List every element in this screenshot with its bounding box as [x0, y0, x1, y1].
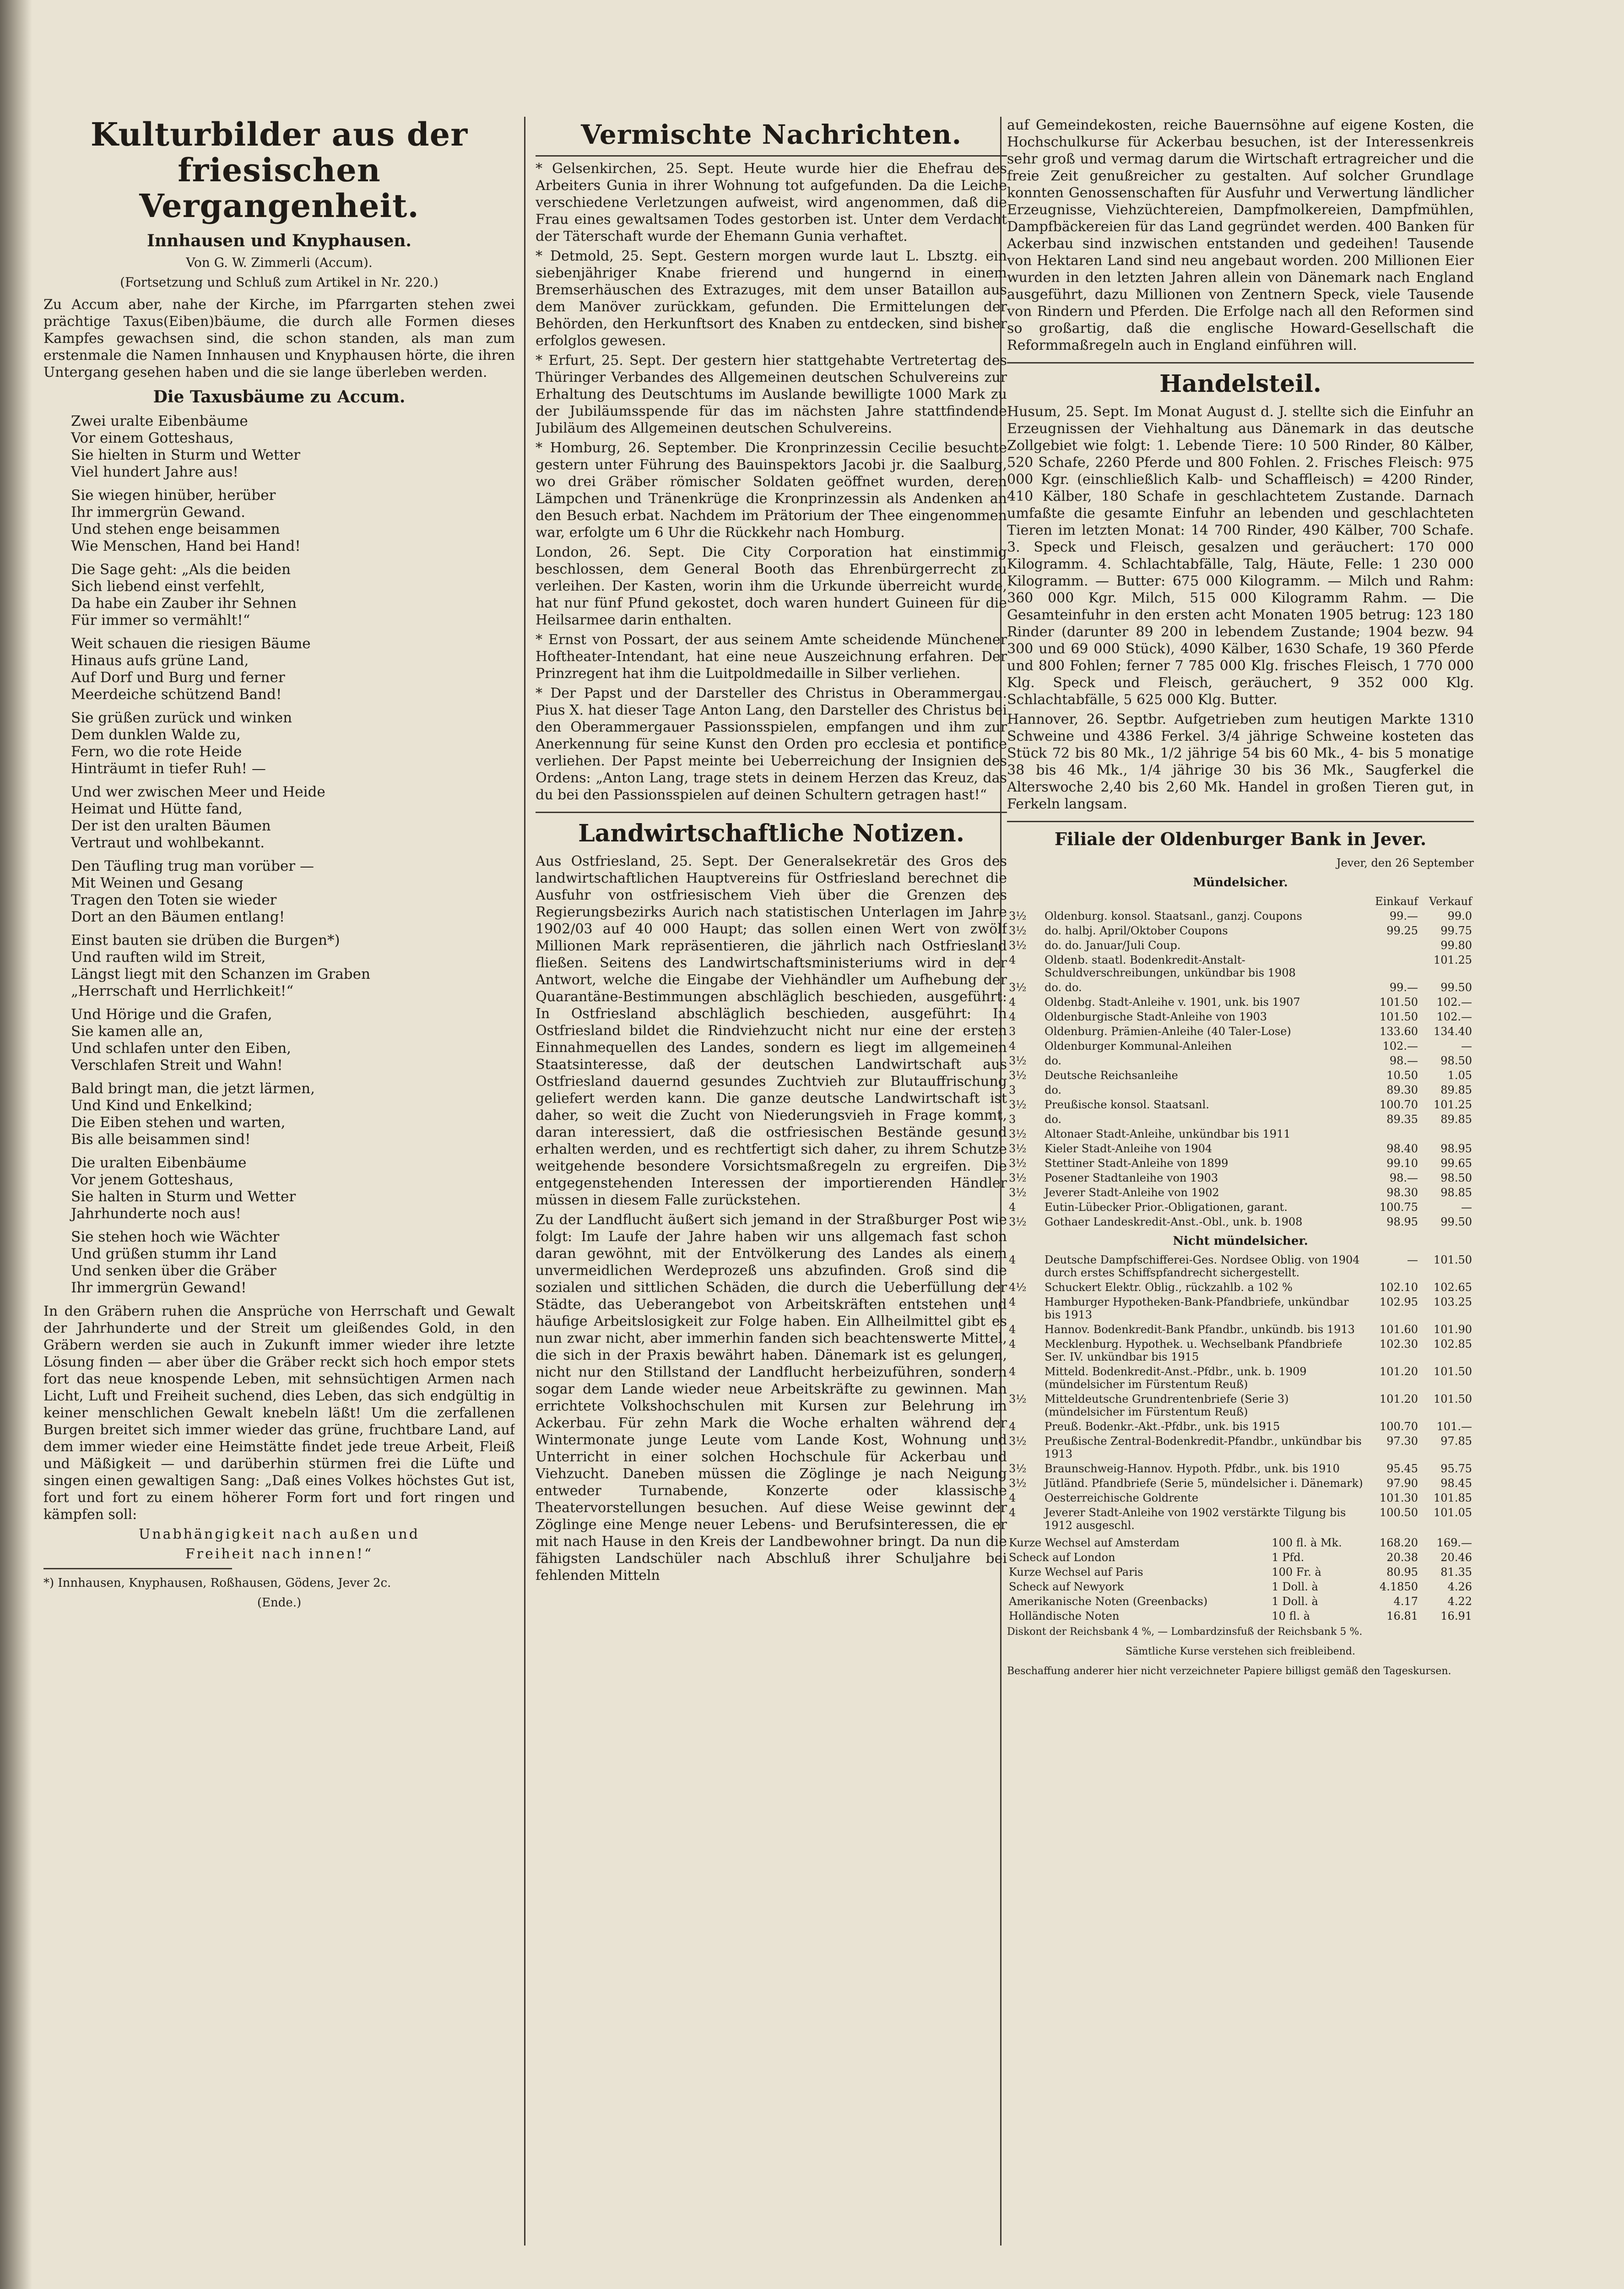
column-feuilleton [43, 117, 515, 1614]
table-cell: 101.50 [1434, 1365, 1472, 1378]
table-cell: do. [1045, 1084, 1062, 1096]
commerce-item: Hannover, 26. Septbr. Aufgetrieben zum heutigen Markte 1310 Schweine und 4386 Ferkel. 3/4 jährige Schweine kosteten das Stück 72 bis 80 Mk., 1/2 jährige 54 bis 60 Mk., 4- bis 5 monatige 38 bis 46 Mk., 1/4 jährige 30 bis 36 Mk., Saugferkel die Alterswoche 2,40 bis 2,60 Mk. Handel in großen Tieren gut, in Ferkeln langsam. [1007, 711, 1474, 812]
table-cell: 89.30 [1386, 1084, 1418, 1096]
table-cell: 99.50 [1440, 1215, 1472, 1228]
table-cell: 3½ [1009, 924, 1027, 937]
poem-stanza: Sie stehen hoch wie Wächter Und grüßen stumm ihr Land Und senken über die Gräber Ihr immergrün Gewand! [71, 1229, 280, 1296]
table-cell: Preußische konsol. Staatsanl. [1045, 1098, 1209, 1111]
table-cell: 89.85 [1440, 1084, 1472, 1096]
table-cell: 3½ [1009, 1142, 1027, 1155]
col-buy: Einkauf [1375, 895, 1418, 908]
table-cell: 3½ [1009, 939, 1027, 952]
table-cell: 98.30 [1386, 1186, 1418, 1199]
table-row [1007, 1579, 1474, 1594]
table-cell: 3½ [1009, 1435, 1027, 1448]
agriculture-item: Aus Ostfriesland, 25. Sept. Der Generalsekretär des Gros des landwirtschaftlichen Hauptvereins für Ostfriesland berechnet die Ausfuhr von ostfriesischem Vieh über die Grenzen des Regierungsbezirks Aurich nach statistischen Unterlagen im Jahre 1902/03 auf 40 000 Haupt; das sollen einen Wert von zwölf Millionen Mark repräsentieren, die jährlich nach Ostfriesland fließen. Seitens des Landwirtschaftsministeriums wird in der Antwort, welche die Eingabe der Viehhändler um Aufhebung der Quarantäne-Bestimmungen abschläglich beschieden, ausgeführt: In Ostfriesland abschläglich beschieden, ausgeführt: In Ostfriesland bildet die Rindviehzucht nicht nur eine der ersten Einnahmequellen des Landes, sondern es liegt im allgemeinen Staatsinteresse, daß der deutschen Landwirtschaft aus Ostfriesland dauernd gesundes Zuchtvieh zur Blutauffrischung geliefert werden kann. Die ganze deutsche Landwirtschaft ist daher, so weit die Zucht von Niederungsvieh in Frage kommt, daran interessiert, daß die ostfriesischen Bestände gesund erhalten werden, und es rechtfertigt sich daher, zu ihrem Schutze weitgehende besondere Vorsichtsmaßregeln zu ergreifen. Die entgegenstehenden Interessen der importierenden Händler müssen in diesem Falle zurückstehen. [536, 853, 1007, 1208]
column-news [536, 117, 1007, 1587]
bank-title: Filiale der Oldenburger Bank in Jever. [1007, 821, 1474, 849]
column-rule [524, 117, 525, 2246]
table-cell: Jütländ. Pfandbriefe (Serie 5, mündelsicher i. Dänemark) [1045, 1477, 1363, 1490]
article-title-2: friesischen Vergangenheit. [139, 151, 419, 225]
table-row [1007, 1200, 1474, 1215]
table-cell: 4 [1009, 1010, 1016, 1023]
agriculture-item: Zu der Landflucht äußert sich jemand in der Straßburger Post wie folgt: Im Laufe der Jahre haben wir uns allgemach fast schon daran gewöhnt, mit der Entvölkerung des Landes als einem unvermeidlichen Werdeprozeß uns abzufinden. Groß sind die sozialen und sittlichen Schäden, die durch die Ueberfüllung der Städte, das Ueberangebot von Arbeitskräften entstehen und häufige Arbeitslosigkeit zur Folge haben. Ein Allheilmittel gibt es nun zwar nicht, aber immerhin fanden sich beachtenswerte Mittel, die sich in der Praxis bewährt haben. Dänemark ist es gelungen, nicht nur den Stillstand der Landflucht herbeizuführen, sondern sogar dem Lande wieder neue Arbeitskräfte zu gewinnen. Man errichtete Volkshochschulen mit Kursen zur Belehrung im Ackerbau. Für zehn Mark die Woche erhalten während der Wintermonate junge Leute vom Lande Kost, Wohnung und Unterricht in einer solchen Hochschule für Ackerbau und Viehzucht. Daneben müssen die Zöglinge je nach Neigung entweder Turnabende, Konzerte oder klassische Theatervorstellungen besuchen. Auf diese Weise gewinnt der Zöglinge eine Menge neuer Lebens- und Berufsinteressen, die er mit nach Hause in den Kreis der Landbewohner bringt. Da nun die fähigsten Landschüler nach Abschluß ihrer Schuljahre bei fehlenden Mitteln [536, 1212, 1007, 1584]
table-cell: 3½ [1009, 1393, 1027, 1405]
table-cell [1366, 1127, 1420, 1141]
table-cell: 4 [1009, 1296, 1016, 1308]
table-row [1007, 1295, 1474, 1322]
table-cell: 4 [1009, 1506, 1016, 1519]
table-cell: 80.95 [1386, 1566, 1418, 1578]
table-cell: 99.25 [1386, 924, 1418, 937]
table-row [1007, 1461, 1474, 1476]
table-cell: Hamburger Hypotheken-Bank-Pfandbriefe, unkündbar bis 1913 [1045, 1296, 1349, 1321]
news-item: * Erfurt, 25. Sept. Der gestern hier stattgehabte Vertretertag des Thüringer Verbandes des Allgemeinen deutschen Schulvereins zur Erhaltung des Deutschtums im Auslande bewilligte 1000 Mark zu der Jubiläumsspende für das im nächsten Jahre stattfindende Jubiläum des Allgemeinen deutschen Schulvereins. [536, 353, 1007, 436]
table-cell: Eutin-Lübecker Prior.-Obligationen, garant. [1045, 1201, 1288, 1214]
table-cell: 1 Doll. à [1272, 1580, 1318, 1593]
table-row [1007, 1141, 1474, 1156]
table-row [1007, 1280, 1474, 1295]
table-cell: do. do. [1045, 981, 1082, 994]
table-cell: 99.50 [1440, 981, 1472, 994]
table-row [1007, 1364, 1474, 1392]
table-cell: 169.— [1436, 1536, 1472, 1549]
table-cell: Gothaer Landeskredit-Anst.-Obl., unk. b. 1908 [1045, 1215, 1303, 1228]
poem-stanza: Zwei uralte Eibenbäume Vor einem Gotteshaus, Sie hielten in Sturm und Wetter Viel hundert Jahre aus! [71, 413, 300, 480]
motto-line: Freiheit nach innen!“ [185, 1546, 374, 1562]
table-cell: 102.10 [1380, 1281, 1418, 1294]
table-cell: 102.95 [1380, 1296, 1418, 1308]
table-row [1007, 1171, 1474, 1185]
table-cell: Oldenburg. Prämien-Anleihe (40 Taler-Lose) [1045, 1025, 1291, 1038]
table-cell: 3½ [1009, 1069, 1027, 1082]
table-cell: 103.25 [1434, 1296, 1472, 1308]
news-item: * Ernst von Possart, der aus seinem Amte scheidende Münchener Hoftheater-Intendant, hat eine neue Auszeichnung erfahren. Der Prinzregent hat ihm die Luitpoldmedaille in Silber verliehen. [536, 632, 1007, 682]
news-item: * Homburg, 26. September. Die Kronprinzessin Cecilie besuchte gestern unter Führung des Bauinspektors Jacobi jr. die Saalburg, wo drei Gräber römischer Soldaten geöffnet wurden, deren Lämpchen und Tränenkrüge die Kronprinzessin als Andenken an den Besuch erbat. Nachdem im Prätorium der Thee eingenommen war, erfolgte um 6 Uhr die Rückkehr nach Homburg. [536, 440, 1007, 541]
table-cell: do. [1045, 1054, 1062, 1067]
table-cell: 101.60 [1380, 1323, 1418, 1336]
table-cell: 10.50 [1386, 1069, 1418, 1082]
table-cell: 4 [1009, 954, 1016, 966]
column-commerce [1007, 117, 1474, 1682]
table-cell: 89.85 [1440, 1113, 1472, 1126]
binding-shadow [0, 0, 32, 2289]
table-cell: 100.75 [1380, 1201, 1418, 1214]
table-cell: — [1461, 1040, 1472, 1052]
table-cell: Oldenburgische Stadt-Anleihe von 1903 [1045, 1010, 1267, 1023]
table-cell: 101.20 [1380, 1365, 1418, 1378]
table-cell: 97.85 [1440, 1435, 1472, 1448]
table-cell: 16.81 [1386, 1610, 1418, 1622]
table-cell: 4 [1009, 1365, 1016, 1378]
table-cell: 1.05 [1447, 1069, 1472, 1082]
table-cell: 4.17 [1393, 1595, 1418, 1608]
section-title-agriculture: Landwirtschaftliche Notizen. [536, 812, 1007, 847]
table-cell: 101.30 [1380, 1492, 1418, 1504]
table-cell: 98.50 [1440, 1172, 1472, 1184]
table-cell: 99.10 [1386, 1157, 1418, 1170]
poem-stanza: Und Hörige und die Grafen, Sie kamen alle an, Und schlafen unter den Eiben, Verschlafen Streit und Wahn! [71, 1006, 292, 1074]
table-cell: Jeverer Stadt-Anleihe von 1902 [1045, 1186, 1219, 1199]
table-cell: 3 [1009, 1025, 1016, 1038]
table-cell: Amerikanische Noten (Greenbacks) [1009, 1595, 1208, 1608]
table-cell: 3 [1009, 1113, 1016, 1126]
table-cell: 4½ [1009, 1281, 1027, 1294]
table-cell: 98.95 [1386, 1215, 1418, 1228]
table-cell [1420, 1127, 1474, 1141]
table-cell: 99.75 [1440, 924, 1472, 937]
table-cell: 4.26 [1447, 1580, 1472, 1593]
table-cell: Scheck auf Newyork [1009, 1580, 1124, 1593]
table-cell: 95.75 [1440, 1462, 1472, 1475]
notice-line: Sämtliche Kurse verstehen sich freibleibend. [1126, 1646, 1355, 1657]
table-row [1007, 1112, 1474, 1127]
table-cell: do. halbj. April/Oktober Coupons [1045, 924, 1228, 937]
news-item: * Der Papst und der Darsteller des Christus in Oberammergau. Pius X. hat dieser Tage Anton Lang, den Darsteller des Christus bei den Oberammergauer Passionsspielen, empfangen und ihm zur Anerkennung für seine Kunst den Orden pro ecclesia et pontifice verliehen. Der Papst meinte bei Ueberreichung der Insignien des Ordens: „Anton Lang, trage stets in deinem Herzen das Kreuz, das du bei den Passionsspielen auf deinen Schultern getragen hast!“ [536, 685, 1007, 803]
table-cell: Mitteld. Bodenkredit-Anst.-Pfdbr., unk. b. 1909 (mündelsicher im Fürstentum Reuß) [1045, 1365, 1307, 1391]
table-cell: 3½ [1009, 1054, 1027, 1067]
quotes-table-other [1007, 1253, 1474, 1533]
poem-stanza: Und wer zwischen Meer und Heide Heimat und Hütte fand, Der ist den uralten Bäumen Vertraut und wohlbekannt. [71, 784, 325, 851]
table-cell: — [1461, 1201, 1472, 1214]
table-row [1007, 1565, 1474, 1579]
commerce-item: Husum, 25. Sept. Im Monat August d. J. stellte sich die Einfuhr an Erzeugnissen der Viehhaltung aus Dänemark in das deutsche Zollgebiet wie folgt: 1. Lebende Tiere: 10 500 Rinder, 80 Kälber, 520 Schafe, 2260 Pferde und 800 Fohlen. 2. Frisches Fleisch: 975 000 Kgr. (einschließlich Kalb- und Schaffleisch) = 4200 Rinder, 410 Kälber, 180 Schafe in geschlachtetem Zustande. Darnach umfaßte die gesamte Einfuhr an lebenden und geschlachteten Tieren im letzten Monat: 14 700 Rinder, 490 Kälber, 700 Schafe. 3. Speck und Fleisch, gesalzen und geräuchert: 170 000 Kilogramm. 4. Schlachtabfälle, Talg, Häute, Felle: 1 230 000 Kilogramm. — Butter: 675 000 Kilogramm. — Milch und Rahm: 360 000 Kgr. Milch, 515 000 Kilogramm Rahm. — Die Gesamteinfuhr in den ersten acht Monaten 1905 betrug: 123 180 Rinder (darunter 89 200 in lebendem Zustande; 1904 bezw. 94 300 und 69 000 Stück), 4090 Kälber, 1630 Schafe, 19 360 Pferde und 800 Fohlen; ferner 7 785 000 Klg. frisches Fleisch, 1 770 000 Klg. Speck und Fleisch, geräuchert, 9 352 000 Klg. Schlachtabfälle, 5 625 000 Klg. Butter. [1007, 404, 1474, 708]
table-cell: Mecklenburg. Hypothek. u. Wechselbank Pfandbriefe Ser. IV. unkündbar bis 1915 [1045, 1338, 1343, 1363]
table-cell: 20.46 [1440, 1551, 1472, 1564]
table-cell: Kieler Stadt-Anleihe von 1904 [1045, 1142, 1213, 1155]
table-cell: Kurze Wechsel auf Paris [1009, 1566, 1143, 1578]
table-cell: 101.50 [1380, 996, 1418, 1009]
table-cell: Stettiner Stadt-Anleihe von 1899 [1045, 1157, 1229, 1170]
table-row [1007, 1053, 1474, 1068]
author-line: Von G. W. Zimmerli (Accum). [186, 255, 373, 270]
table-cell: 4 [1009, 1420, 1016, 1433]
table-row [1007, 1009, 1474, 1024]
table-row [1007, 1594, 1474, 1609]
table-cell: 100.70 [1380, 1098, 1418, 1111]
table-cell: 1 Pfd. [1272, 1551, 1305, 1564]
table-row [1007, 1083, 1474, 1097]
poem-stanza: Die Sage geht: „Als die beiden Sich liebend einst verfehlt, Da habe ein Zauber ihr Sehnen Für immer so vermählt!“ [71, 561, 297, 629]
table-cell: 1 Doll. à [1272, 1595, 1318, 1608]
table-cell [1366, 953, 1420, 980]
table-cell: Scheck auf London [1009, 1551, 1115, 1564]
table-cell: 16.91 [1440, 1610, 1472, 1622]
table-row [1007, 1609, 1474, 1623]
table-cell: Posener Stadtanleihe von 1903 [1045, 1172, 1218, 1184]
table-cell: 3½ [1009, 1477, 1027, 1490]
table-row [1007, 1337, 1474, 1364]
table-cell: do. [1045, 1113, 1062, 1126]
table-cell: 4 [1009, 1492, 1016, 1504]
table-cell: 81.35 [1440, 1566, 1472, 1578]
table-row [1007, 995, 1474, 1009]
table-cell: Holländische Noten [1009, 1610, 1120, 1622]
table-cell: 101.25 [1434, 954, 1472, 966]
table-cell: 102.30 [1380, 1338, 1418, 1351]
table-cell: 98.95 [1440, 1142, 1472, 1155]
exchange-table [1007, 1535, 1474, 1623]
table-cell: 3½ [1009, 910, 1027, 922]
table-row [1007, 1253, 1474, 1280]
table-cell: 101.50 [1434, 1253, 1472, 1266]
section-title-news: Vermischte Nachrichten. [536, 117, 1007, 157]
table-cell: Oldenburg. konsol. Staatsanl., ganzj. Coupons [1045, 910, 1302, 922]
table-cell: 3½ [1009, 1186, 1027, 1199]
table-cell: 20.38 [1386, 1551, 1418, 1564]
bank-subheading: Nicht mündelsicher. [1173, 1234, 1308, 1248]
table-cell: 3½ [1009, 981, 1027, 994]
table-cell: 102.— [1382, 1040, 1418, 1052]
table-cell: 98.45 [1440, 1477, 1472, 1490]
table-row [1007, 1024, 1474, 1039]
motto-line: Unabhängigkeit nach außen und [139, 1526, 420, 1542]
poem-stanza: Einst bauten sie drüben die Burgen*) Und rauften wild im Streit, Längst liegt mit den Schanzen im Graben „Herrschaft und Herrlichkeit!“ [71, 932, 370, 999]
article-subtitle: Innhausen und Knyphausen. [147, 231, 411, 250]
table-cell: Deutsche Reichsanleihe [1045, 1069, 1178, 1082]
table-cell: Oldenb. staatl. Bodenkredit-Anstalt-Schuldverschreibungen, unkündbar bis 1908 [1045, 954, 1296, 979]
table-row [1007, 980, 1474, 995]
table-cell: 89.35 [1386, 1113, 1418, 1126]
table-cell: 100 fl. à Mk. [1272, 1536, 1342, 1549]
poem-stanza: Den Täufling trug man vorüber — Mit Weinen und Gesang Tragen den Toten sie wieder Dort an den Bäumen entlang! [71, 858, 314, 925]
table-row [1007, 1491, 1474, 1505]
table-cell: Oldenburger Kommunal-Anleihen [1045, 1040, 1232, 1052]
intro-paragraph: Zu Accum aber, nahe der Kirche, im Pfarrgarten stehen zwei prächtige Taxus(Eiben)bäume, die durch alle Formen dieses Kampfes gewachsen sind, die schon standen, als man zum erstenmale die Namen Innhausen und Knyphausen hörte, die ihren Untergang gesehen haben und die sie lange überleben werden. [43, 297, 515, 380]
table-cell: 101.05 [1434, 1506, 1472, 1519]
table-cell: 102.65 [1434, 1281, 1472, 1294]
table-cell: Deutsche Dampfschifferei-Ges. Nordsee Oblig. von 1904 durch erstes Schiffspfandrecht sichergestellt. [1045, 1253, 1360, 1279]
poem-title: Die Taxusbäume zu Accum. [153, 387, 406, 407]
table-cell [1366, 938, 1420, 953]
table-cell: Oesterreichische Goldrente [1045, 1492, 1199, 1504]
table-cell: 134.40 [1434, 1025, 1472, 1038]
table-cell: 98.85 [1440, 1186, 1472, 1199]
continued-text: auf Gemeindekosten, reiche Bauernsöhne auf eigene Kosten, die Hochschulkurse für Ackerbau besuchen, ist der Interessenkreis sehr groß und vermag darum die Wirtschaft ertragreicher und die freie Zeit genußreicher zu gestalten. Auf solcher Grundlage konnten Genossenschaften für Ausfuhr und Verwertung ländlicher Erzeugnisse, Viehzüchtereien, Dampfmolkereien, Dampfmühlen, Dampfbäckereien für das Land gegründet werden. 400 Banken für Ackerbau sind inzwischen entstanden und gedeihen! Tausende von Hektaren Land sind neu angebaut worden. 200 Millionen Eier wurden in den letzten Jahren allein von Dänemark nach England ausgeführt, dazu Millionen von Zentnern Speck, viele Tausende von Rindern und Pferden. Die Erfolge nach all den Reformen sind so großartig, daß die englische Howard-Gesellschaft die Reformmaßregeln auch in England einführen will. [1007, 117, 1474, 353]
table-cell: 3½ [1009, 1215, 1027, 1228]
table-cell: 100.70 [1380, 1420, 1418, 1433]
table-cell: 99.0 [1447, 910, 1472, 922]
table-cell: 101.25 [1434, 1098, 1472, 1111]
discount-line: Diskont der Reichsbank 4 %, — Lombardzinsfuß der Reichsbank 5 %. [1007, 1626, 1363, 1638]
table-cell: 100.50 [1380, 1506, 1418, 1519]
table-cell: Jeverer Stadt-Anleihe von 1902 verstärkte Tilgung bis 1912 ausgeschl. [1045, 1506, 1346, 1532]
table-row [1007, 1322, 1474, 1337]
table-cell: Mitteldeutsche Grundrentenbriefe (Serie 3) (mündelsicher im Fürstentum Reuß) [1045, 1393, 1289, 1418]
bank-subheading: Mündelsicher. [1193, 876, 1288, 890]
table-row [1007, 909, 1474, 923]
col-sell: Verkauf [1429, 895, 1472, 908]
table-cell: 4.1850 [1380, 1580, 1418, 1593]
table-cell: 99.65 [1440, 1157, 1472, 1170]
table-row [1007, 1068, 1474, 1083]
article-title: Kulturbilder aus der [90, 117, 468, 153]
table-row [1007, 1419, 1474, 1434]
table-row [1007, 1535, 1474, 1550]
news-item: London, 26. Sept. Die City Corporation hat einstimmig beschlossen, dem General Booth das Ehrenbürgerrecht zu verleihen. Der Kasten, worin ihm die Urkunde überreicht wurde, hat nur fünf Pfund gekostet, doch waren hundert Guineen für die Heilsarmee darin enthalten. [536, 544, 1007, 628]
table-cell: 3½ [1009, 1157, 1027, 1170]
quotes-table-safe [1007, 894, 1474, 1229]
table-cell: 98.40 [1386, 1142, 1418, 1155]
footnote: *) Innhausen, Knyphausen, Roßhausen, Gödens, Jever 2c. [43, 1576, 391, 1590]
table-cell: 133.60 [1380, 1025, 1418, 1038]
table-cell: 4 [1009, 996, 1016, 1009]
table-cell: 99.— [1389, 910, 1418, 922]
table-cell: 102.— [1436, 1010, 1472, 1023]
table-cell: 97.90 [1386, 1477, 1418, 1490]
table-row [1007, 1039, 1474, 1053]
table-cell: 100 Fr. à [1272, 1566, 1321, 1578]
table-cell: 3 [1009, 1084, 1016, 1096]
news-item: * Gelsenkirchen, 25. Sept. Heute wurde hier die Ehefrau des Arbeiters Gunia in ihrer Wohnung tot aufgefunden. Da die Leiche verschiedene Verletzungen aufweist, wird angenommen, daß die Frau eines gewaltsamen Todes gestorben ist. Unter dem Verdacht der Täterschaft wurde der Ehemann Gunia verhaftet. [536, 161, 1007, 244]
table-cell: Preuß. Bodenkr.-Akt.-Pfdbr., unk. bis 1915 [1045, 1420, 1280, 1433]
table-cell: 168.20 [1380, 1536, 1418, 1549]
table-cell: 99.80 [1440, 939, 1472, 952]
table-cell: 4 [1009, 1253, 1016, 1266]
table-cell: Preußische Zentral-Bodenkredit-Pfandbr., unkündbar bis 1913 [1045, 1435, 1362, 1460]
poem-stanza: Sie grüßen zurück und winken Dem dunklen Walde zu, Fern, wo die rote Heide Hinträumt in tiefer Ruh! — [71, 710, 292, 777]
table-cell: Kurze Wechsel auf Amsterdam [1009, 1536, 1180, 1549]
table-cell: 3½ [1009, 1172, 1027, 1184]
table-cell: 101.85 [1434, 1492, 1472, 1504]
section-title-commerce: Handelsteil. [1007, 362, 1474, 398]
table-cell: 4 [1009, 1040, 1016, 1052]
table-cell: 98.— [1389, 1054, 1418, 1067]
table-cell: 102.— [1436, 996, 1472, 1009]
table-cell: Braunschweig-Hannov. Hypoth. Pfdbr., unk. bis 1910 [1045, 1462, 1340, 1475]
table-row [1007, 923, 1474, 938]
poem-stanza: Weit schauen die riesigen Bäume Hinaus aufs grüne Land, Auf Dorf und Burg und ferner Meerdeiche schützend Band! [71, 635, 311, 703]
table-cell: 102.85 [1434, 1338, 1472, 1351]
table-cell: 4.22 [1447, 1595, 1472, 1608]
table-cell: do. do. Januar/Juli Coup. [1045, 939, 1181, 952]
poem-stanza: Sie wiegen hinüber, herüber Ihr immergrün Gewand. Und stehen enge beisammen Wie Menschen, Hand bei Hand! [71, 487, 301, 554]
table-header [1007, 894, 1474, 909]
table-cell: 98.50 [1440, 1054, 1472, 1067]
table-cell: 98.— [1389, 1172, 1418, 1184]
continuation-note: (Fortsetzung und Schluß zum Artikel in Nr. 220.) [120, 275, 438, 290]
table-row [1007, 1097, 1474, 1112]
notice-line: Beschaffung anderer hier nicht verzeichneter Papiere billigst gemäß den Tageskursen. [1007, 1665, 1451, 1677]
table-cell: 101.90 [1434, 1323, 1472, 1336]
table-row [1007, 1215, 1474, 1229]
table-cell: 99.— [1389, 981, 1418, 994]
table-row [1007, 1156, 1474, 1171]
table-row [1007, 1505, 1474, 1533]
table-cell: Schuckert Elektr. Oblig., rückzahlb. a 102 % [1045, 1281, 1293, 1294]
table-cell: 95.45 [1386, 1462, 1418, 1475]
table-cell: 101.20 [1380, 1393, 1418, 1405]
table-cell: 97.30 [1386, 1435, 1418, 1448]
table-cell: 4 [1009, 1201, 1016, 1214]
table-row [1007, 953, 1474, 980]
divider [43, 1568, 232, 1569]
table-cell: 4 [1009, 1323, 1016, 1336]
outro-paragraph: In den Gräbern ruhen die Ansprüche von Herrschaft und Gewalt der Jahrhunderte und der Streit um gleißendes Gold, in den Gräbern werden sie auch in Zukunft immer wieder ihre letzte Lösung finden — aber über die Gräber reckt sich hoch empor stets fort das neue knospende Leben, mit sehnsüchtigen Armen nach Licht, Luft und Freiheit suchend, dies Leben, das sich endgültig in keiner menschlichen Gewalt knebeln läßt! Um die zerfallenen Burgen breitet sich immer wieder das grüne, fruchtbare Land, auf dem immer wieder eine Heimstätte findet jede treue Arbeit, Fleiß und Mäßigkeit — und darüberhin stürmen frei die Lüfte und singen einen gewaltigen Sang: „Daß eines Volkes höchstes Gut ist, fort und fort zu einem höherer Form fort und fort ringen und kämpfen soll: [43, 1303, 515, 1523]
table-cell: 10 fl. à [1272, 1610, 1310, 1622]
table-cell: 3½ [1009, 1128, 1027, 1140]
table-cell: Hannov. Bodenkredit-Bank Pfandbr., unkündb. bis 1913 [1045, 1323, 1355, 1336]
table-cell: Oldenbg. Stadt-Anleihe v. 1901, unk. bis 1907 [1045, 996, 1300, 1009]
table-row [1007, 1434, 1474, 1461]
table-row [1007, 1185, 1474, 1200]
table-cell: 101.50 [1434, 1393, 1472, 1405]
table-row [1007, 1127, 1474, 1141]
table-row [1007, 1550, 1474, 1565]
table-cell: 101.— [1436, 1420, 1472, 1433]
table-row [1007, 938, 1474, 953]
table-row [1007, 1392, 1474, 1419]
table-cell: 3½ [1009, 1462, 1027, 1475]
table-cell: 3½ [1009, 1098, 1027, 1111]
bank-date: Jever, den 26 September [1336, 857, 1474, 869]
table-row [1007, 1476, 1474, 1491]
poem-stanza: Bald bringt man, die jetzt lärmen, Und Kind und Enkelkind; Die Eiben stehen und warten, Bis alle beisammen sind! [71, 1080, 315, 1148]
table-cell: Altonaer Stadt-Anleihe, unkündbar bis 1911 [1045, 1128, 1291, 1140]
table-cell: 4 [1009, 1338, 1016, 1351]
poem-stanza: Die uralten Eibenbäume Vor jenem Gotteshaus, Sie halten in Sturm und Wetter Jahrhunderte noch aus! [71, 1155, 296, 1222]
newspaper-page [43, 117, 1474, 2268]
end-mark: (Ende.) [257, 1596, 302, 1610]
table-cell: 101.50 [1380, 1010, 1418, 1023]
table-cell: — [1407, 1253, 1418, 1266]
news-item: * Detmold, 25. Sept. Gestern morgen wurde laut L. Lbsztg. ein siebenjähriger Knabe frierend und hungernd in einem Bremserhäuschen des Extrazuges, mit dem unser Bataillon aus dem Manöver zurückkam, gefunden. Die Ermittelungen der Behörden, den Herkunftsort des Knaben zu entdecken, sind bisher erfolglos gewesen. [536, 248, 1007, 349]
